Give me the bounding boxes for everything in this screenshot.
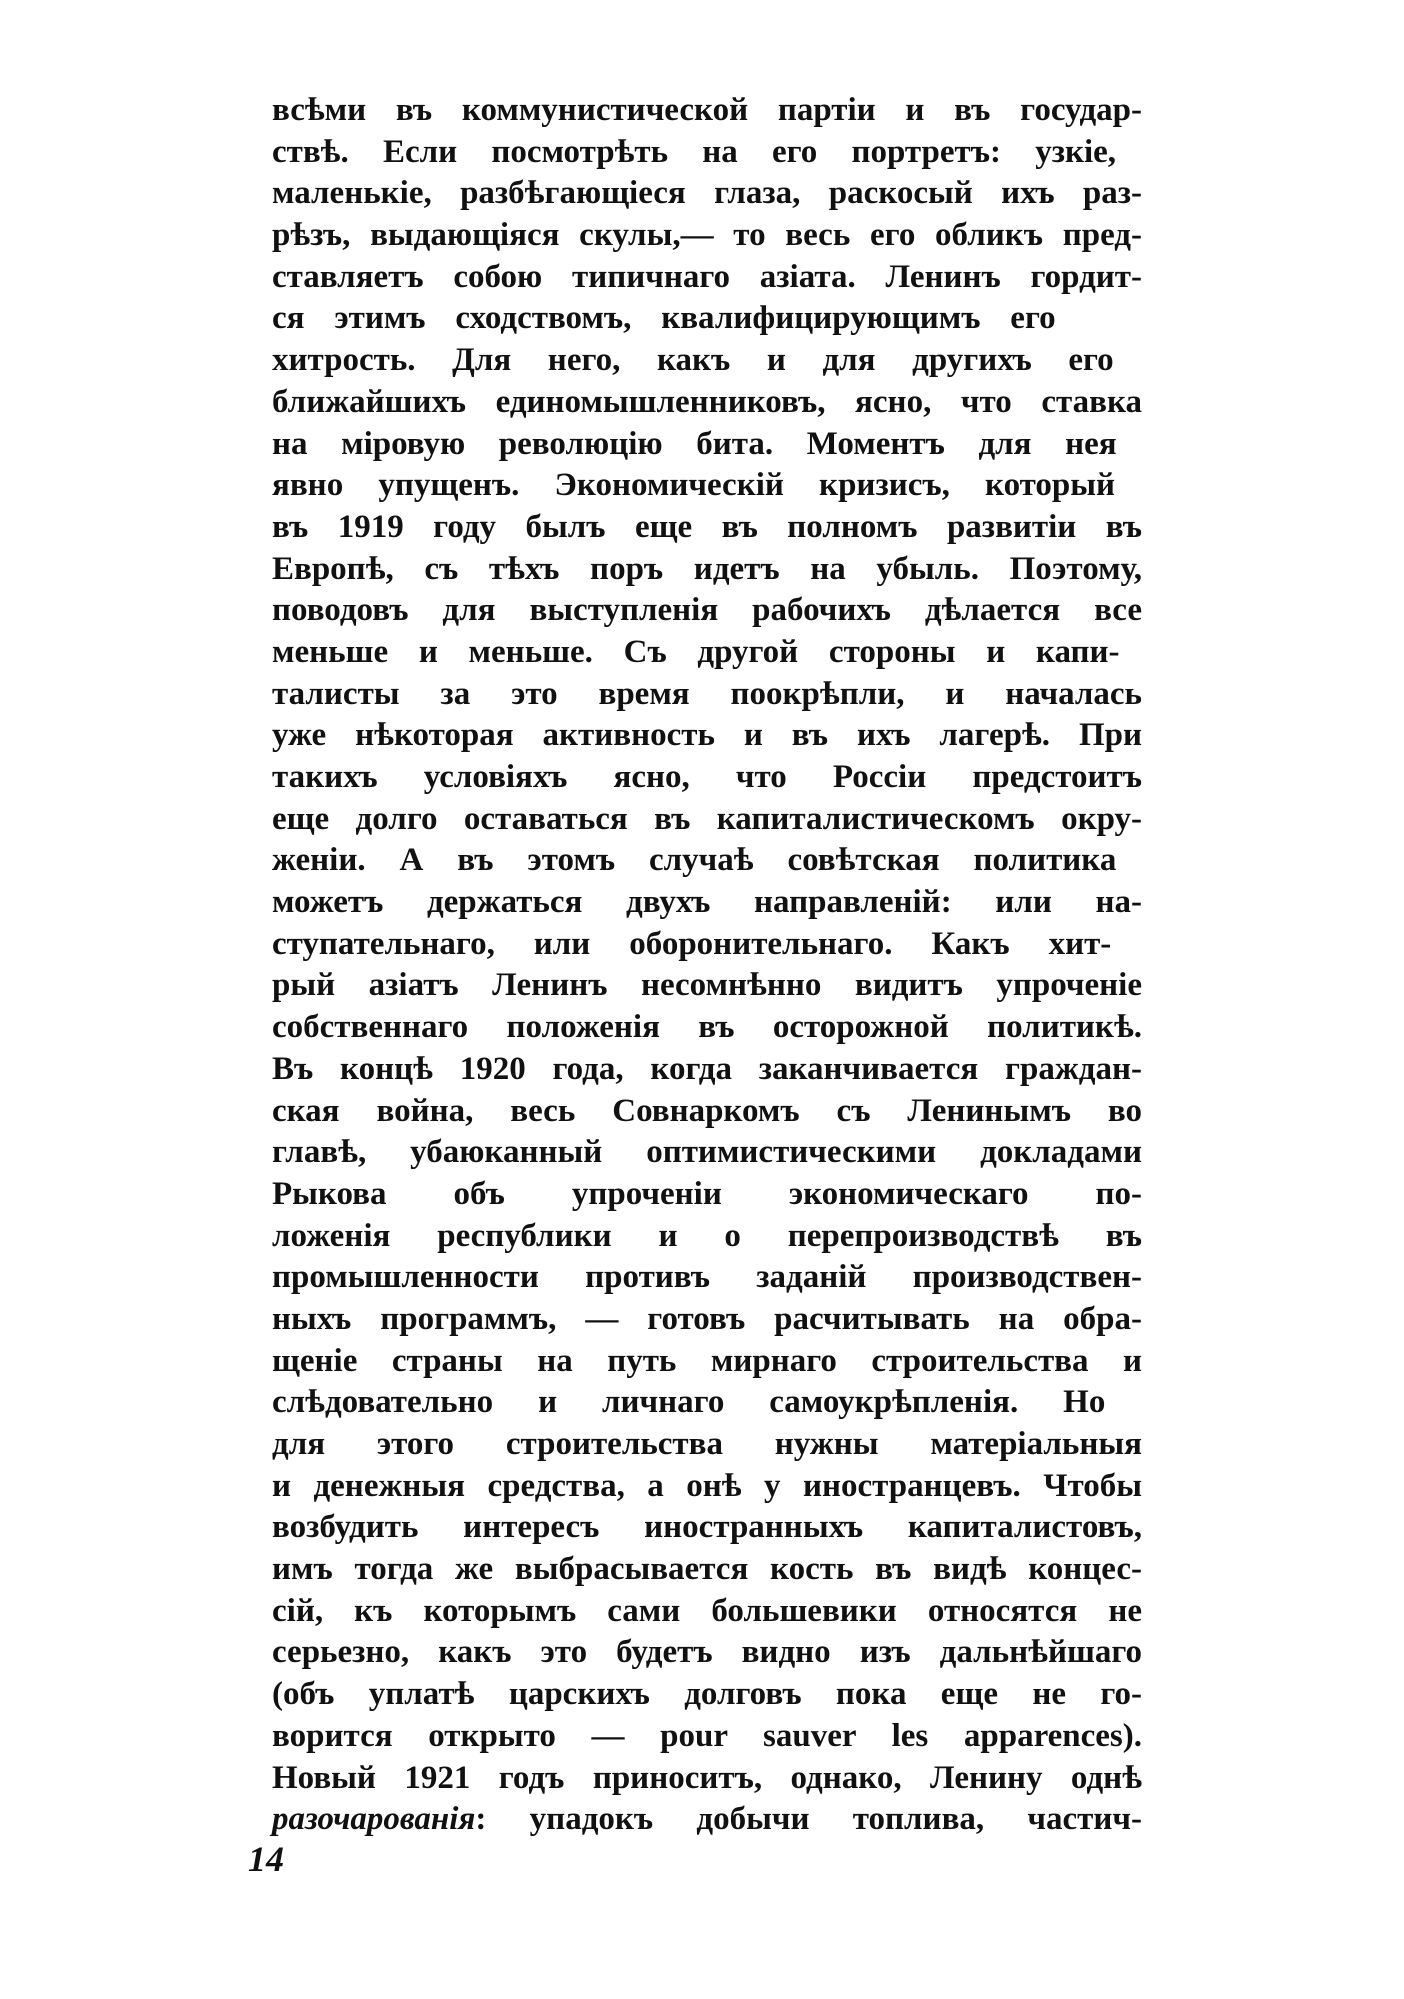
text-line: собственнаго положенія въ осторожной политикѣ. bbox=[272, 1009, 1142, 1046]
text-line: ворится открыто — pour sauver les apparences). bbox=[272, 1717, 1142, 1754]
text-line: ступательнаго, или оборонительнаго. Какъ хит- bbox=[272, 925, 1112, 962]
text-line: сій, къ которымъ сами большевики относятся не bbox=[272, 1592, 1142, 1629]
text-line: меньше и меньше. Съ другой стороны и капи- bbox=[272, 633, 1120, 670]
text-line: еще долго оставаться въ капиталистическомъ окру- bbox=[272, 800, 1142, 837]
text-line: ставляетъ собою типичнаго азіата. Ленинъ гордит- bbox=[272, 258, 1142, 295]
text-line: можетъ держаться двухъ направленій: или на- bbox=[272, 884, 1142, 921]
text-line: поводовъ для выступленія рабочихъ дѣлается все bbox=[272, 592, 1142, 629]
text-line: (объ уплатѣ царскихъ долговъ пока еще не го- bbox=[272, 1676, 1142, 1713]
text-line: ныхъ программъ, — готовъ расчитывать на обра- bbox=[272, 1300, 1142, 1337]
text-line: Рыкова объ упроченіи экономическаго по- bbox=[272, 1175, 1142, 1212]
text-line: женіи. А въ этомъ случаѣ совѣтская политика bbox=[272, 842, 1117, 879]
text-line: такихъ условіяхъ ясно, что Россіи предстоитъ bbox=[272, 759, 1142, 795]
text-line: серьезно, какъ это будетъ видно изъ дальнѣйшаго bbox=[272, 1634, 1142, 1671]
text-line: слѣдовательно и личнаго самоукрѣпленія. Но bbox=[272, 1384, 1106, 1421]
text-line: маленькіе, разбѣгающіеся глаза, раскосый ихъ раз- bbox=[272, 175, 1142, 212]
text-line: на міровую революцію бита. Моментъ для нея bbox=[272, 425, 1117, 462]
text-line: явно упущенъ. Экономическій кризисъ, который bbox=[272, 467, 1116, 504]
text-line: всѣми въ коммунистической партіи и въ государ- bbox=[272, 92, 1142, 128]
text-line: рѣзъ, выдающіяся скулы,— то весь его обликъ пред- bbox=[272, 217, 1142, 254]
last-line-rest: : упадокъ добычи топлива, частич- bbox=[475, 1801, 1142, 1838]
text-line: талисты за это время поокрѣпли, и началась bbox=[272, 675, 1142, 712]
text-line: уже нѣкоторая активность и въ ихъ лагерѣ. При bbox=[272, 717, 1142, 754]
text-line: для этого строительства нужны матеріальныя bbox=[272, 1426, 1142, 1462]
page-number: 14 bbox=[248, 1839, 284, 1879]
text-line: хитрость. Для него, какъ и для другихъ его bbox=[272, 342, 1114, 379]
text-line: и денежныя средства, а онѣ у иностранцевъ. Чтобы bbox=[272, 1467, 1142, 1504]
text-line: ближайшихъ единомышленниковъ, ясно, что ставка bbox=[272, 383, 1142, 420]
text-line: ская война, весь Совнаркомъ съ Ленинымъ во bbox=[272, 1092, 1142, 1129]
text-line: въ 1919 году былъ еще въ полномъ развитіи въ bbox=[272, 508, 1142, 545]
text-line: ствѣ. Если посмотрѣть на его портретъ: узкіе, bbox=[272, 133, 1117, 170]
text-line: ложенія республики и о перепроизводствѣ въ bbox=[272, 1217, 1142, 1254]
text-line: возбудить интересъ иностранныхъ капиталистовъ, bbox=[272, 1509, 1142, 1546]
text-line: ся этимъ сходствомъ, квалифицирующимъ его bbox=[272, 300, 1056, 337]
text-line: главѣ, убаюканный оптимистическими докладами bbox=[272, 1134, 1142, 1171]
text-line: имъ тогда же выбрасывается кость въ видѣ концес- bbox=[272, 1551, 1142, 1588]
text-line: Въ концѣ 1920 года, когда заканчивается граждан- bbox=[272, 1050, 1142, 1087]
text-line: Европѣ, съ тѣхъ поръ идетъ на убыль. Поэтому, bbox=[272, 550, 1142, 587]
body-text bbox=[272, 90, 1142, 1841]
text-line-last bbox=[272, 1799, 1142, 1841]
text-line: промышленности противъ заданій производствен- bbox=[272, 1259, 1142, 1296]
text-line: рый азіатъ Ленинъ несомнѣнно видитъ упроченіе bbox=[272, 967, 1142, 1004]
italic-word: разочарованія bbox=[272, 1801, 476, 1838]
text-line: щеніе страны на путь мирнаго строительства и bbox=[272, 1342, 1142, 1379]
text-line: Новый 1921 годъ приноситъ, однако, Ленину однѣ bbox=[272, 1759, 1142, 1796]
